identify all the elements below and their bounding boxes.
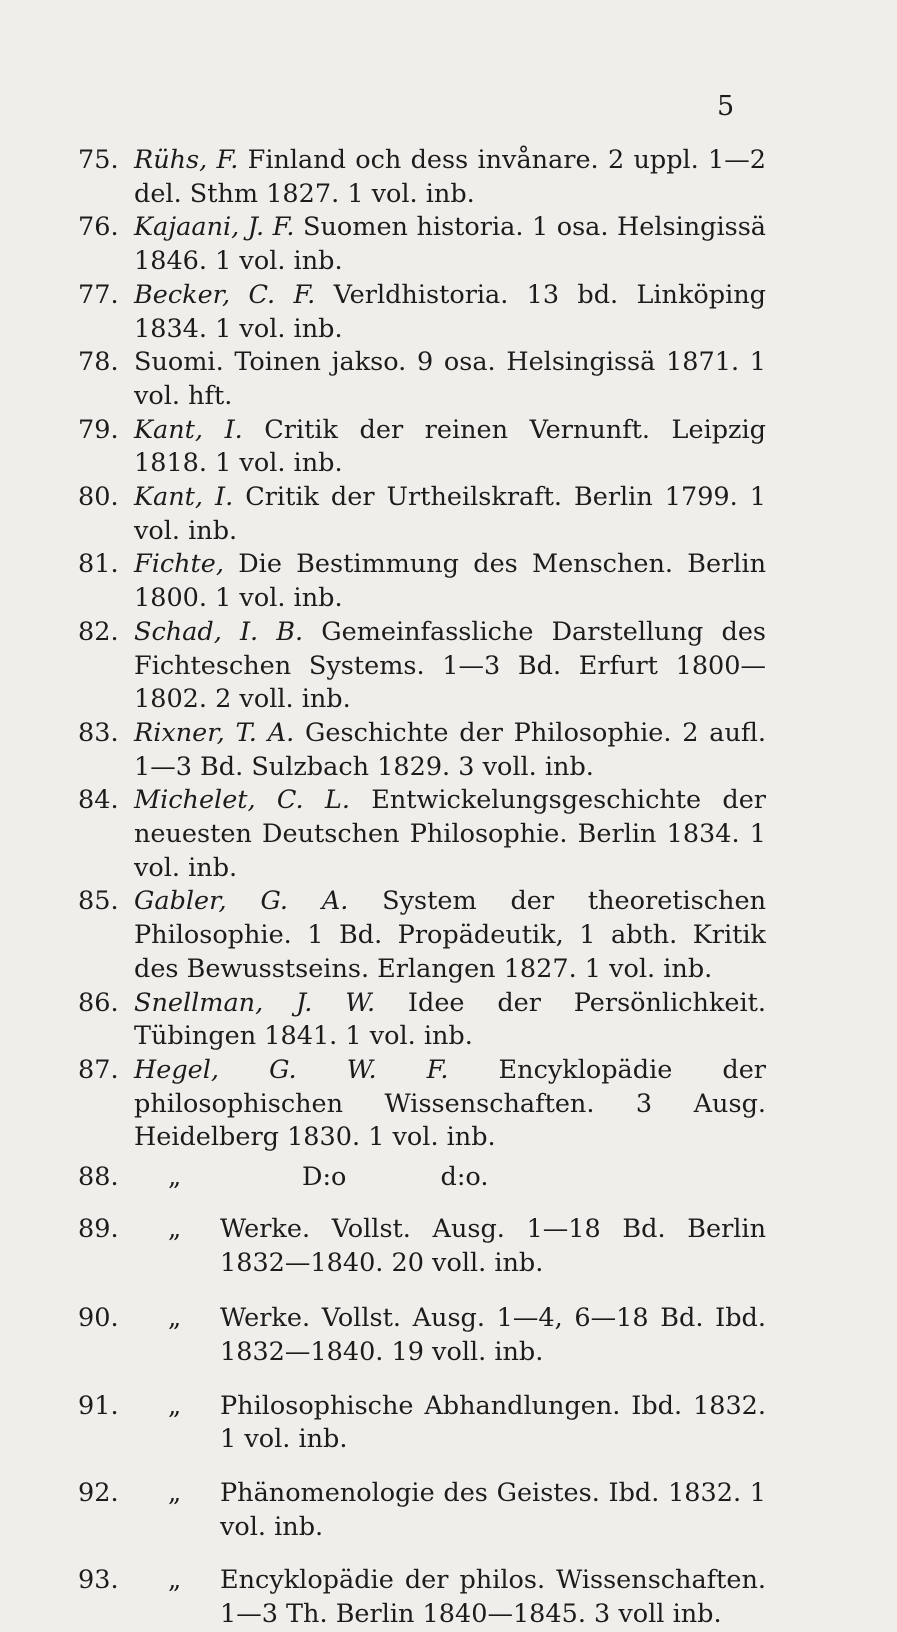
entry-number: 75. <box>78 145 119 175</box>
entry-text: Entwickelungsgeschichte der neuesten Deutschen Philosophie. Berlin 1834. 1 vol. inb. <box>134 785 766 883</box>
catalog-entry-77 <box>0 279 897 346</box>
catalog-entry-92 <box>0 1477 897 1544</box>
entry-number: 80. <box>78 482 119 513</box>
entry-text: Suomi. Toinen jakso. 9 osa. Helsingissä 1871. 1 vol. hft. <box>134 347 766 411</box>
entry-number: 85. <box>78 886 119 917</box>
entry-author: Hegel, G. W. F. <box>134 1054 449 1085</box>
entry-number: 93. <box>78 1565 119 1596</box>
catalog-entries <box>0 144 897 1632</box>
entry-text: Idee der Persönlichkeit. Tübingen 1841. 1 vol. inb. <box>134 987 766 1052</box>
entry-number: 79. <box>78 414 119 445</box>
catalog-entry-83 <box>0 717 897 784</box>
entry-text: Encyklopädie der philosophischen Wissenschaften. 3 Ausg. Heidelberg 1830. 1 vol. inb. <box>134 1054 766 1153</box>
catalog-entry-76 <box>0 211 897 278</box>
ditto-mark: „ <box>168 1478 182 1509</box>
entry-text: Werke. Vollst. Ausg. 1—18 Bd. Berlin 1832—1840. 20 voll. inb. <box>220 1213 766 1278</box>
entry-number: 76. <box>78 212 119 243</box>
ditto-mark: „ <box>168 1565 182 1596</box>
entry-author: Michelet, C. L. <box>134 785 350 816</box>
entry-number: 82. <box>78 616 119 647</box>
entry-text: Finland och dess invånare. 2 uppl. 1—2 del. Sthm 1827. 1 vol. inb. <box>134 145 766 209</box>
catalog-entry-80 <box>0 481 897 548</box>
catalog-entry-86 <box>0 987 897 1054</box>
entry-text: Phänomenologie des Geistes. Ibd. 1832. 1 vol. inb. <box>220 1478 766 1542</box>
ditto-mark: „ <box>168 1213 182 1244</box>
catalog-entry-82 <box>0 616 897 717</box>
entry-author: Kajaani, J. F. <box>134 212 295 243</box>
entry-number: 91. <box>78 1390 119 1421</box>
entry-number: 78. <box>78 347 119 378</box>
ditto-mark: „ <box>168 1303 182 1334</box>
catalog-entry-84 <box>0 784 897 885</box>
entry-number: 84. <box>78 785 119 816</box>
catalog-entry-91 <box>0 1390 897 1457</box>
entry-number: 92. <box>78 1478 119 1509</box>
catalog-entry-87 <box>0 1054 897 1155</box>
entry-number: 77. <box>78 279 119 310</box>
entry-text: Die Bestimmung des Menschen. Berlin 1800. 1 vol. inb. <box>134 549 766 614</box>
entry-number: 81. <box>78 549 119 580</box>
entry-text: Verldhistoria. 13 bd. Linköping 1834. 1 vol. inb. <box>134 279 766 344</box>
entry-text: Philosophische Abhandlungen. Ibd. 1832. 1 vol. inb. <box>220 1390 766 1455</box>
entry-number: 88. <box>78 1162 119 1193</box>
catalog-entry-89 <box>0 1213 897 1280</box>
entry-text: Werke. Vollst. Ausg. 1—4, 6—18 Bd. Ibd. 1832—1840. 19 voll. inb. <box>220 1303 766 1367</box>
catalog-entry-88 <box>0 1161 897 1195</box>
ditto-mark: „ <box>168 1162 182 1193</box>
entry-author: Fichte, <box>134 549 224 580</box>
entry-author: Rixner, T. A. <box>134 717 295 748</box>
catalog-entry-75 <box>0 144 897 211</box>
entry-author: Schad, I. B. <box>134 616 304 647</box>
catalog-entry-78 <box>0 346 897 413</box>
entry-text: Geschichte der Philosophie. 2 aufl. 1—3 Bd. Sulzbach 1829. 3 voll. inb. <box>134 717 767 782</box>
entry-text: Gemeinfassliche Darstellung des Fichteschen Systems. 1—3 Bd. Erfurt 1800—1802. 2 voll. inb. <box>134 616 766 715</box>
catalog-entry-85 <box>0 885 897 986</box>
catalog-entry-79 <box>0 414 897 481</box>
entry-number: 86. <box>78 987 119 1018</box>
catalog-entry-81 <box>0 548 897 615</box>
entry-text: Encyklopädie der philos. Wissenschaften. 1—3 Th. Berlin 1840—1845. 3 voll inb. <box>220 1565 766 1630</box>
entry-number: 87. <box>78 1054 119 1085</box>
ditto-mark: „ <box>168 1390 182 1421</box>
entry-author: Snellman, J. W. <box>134 987 376 1018</box>
entry-number: 90. <box>78 1303 119 1334</box>
entry-author: Gabler, G. A. <box>134 886 349 917</box>
entry-text: D:o d:o. <box>302 1162 489 1193</box>
catalog-entry-93 <box>0 1564 897 1631</box>
entry-text: System der theoretischen Philosophie. 1 Bd. Propädeutik, 1 abth. Kritik des Bewusstseins. Erlangen 1827. 1 vol. inb. <box>134 886 766 984</box>
entry-author: Kant, I. <box>134 482 234 513</box>
entry-text: Critik der Urtheilskraft. Berlin 1799. 1 vol. inb. <box>134 482 766 546</box>
entry-author: Rühs, F. <box>134 145 239 175</box>
entry-text: Suomen historia. 1 osa. Helsingissä 1846. 1 vol. inb. <box>134 212 767 277</box>
entry-text: Critik der reinen Vernunft. Leipzig 1818. 1 vol. inb. <box>134 414 766 479</box>
entry-number: 89. <box>78 1213 119 1244</box>
page-number: 5 <box>717 91 735 122</box>
entry-author: Becker, C. F. <box>134 279 316 310</box>
entry-author: Kant, I. <box>134 414 243 445</box>
catalog-entry-90 <box>0 1302 897 1369</box>
entry-number: 83. <box>78 717 119 748</box>
